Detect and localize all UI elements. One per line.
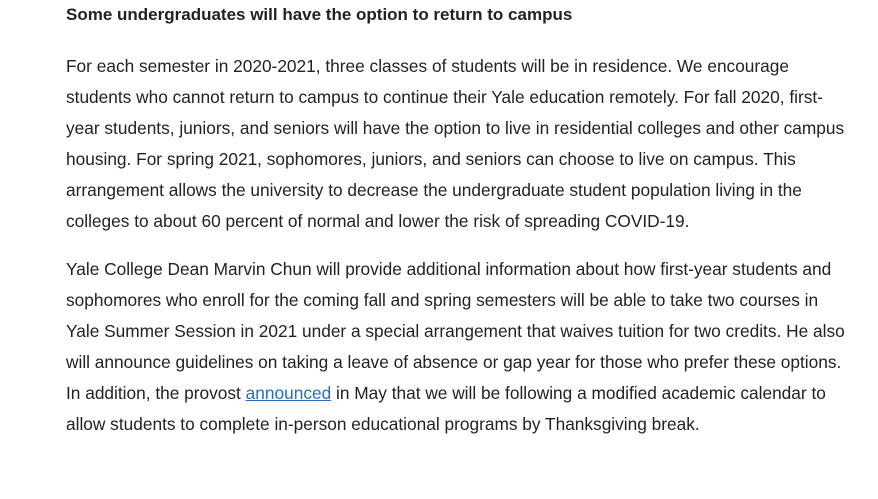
article-body (66, 0, 846, 440)
paragraph-residence: For each semester in 2020-2021, three classes of students will be in residence. We encourage students who cannot return to campus to continue their Yale education remotely. For fall 2020, first-year students, juniors, and seniors will have the option to live in residential colleges and other campus housing. For spring 2021, sophomores, juniors, and seniors can choose to live on campus. This arrangement allows the university to decrease the undergraduate student population living in the colleges to about 60 percent of normal and lower the risk of spreading COVID-19. (66, 56, 845, 231)
announced-link[interactable]: announced (245, 383, 332, 403)
paragraph-text-after-link: in May that we will be following a modified academic calendar to allow students to complete in-person educational programs by Thanksgiving break. (66, 383, 826, 434)
paragraph-summer-session (66, 254, 846, 440)
section-heading: Some undergraduates will have the option to return to campus (66, 5, 573, 24)
paragraph-text-before-link: Yale College Dean Marvin Chun will provide additional information about how first-year students and sophomores who enroll for the coming fall and spring semesters will be able to take two courses in Yale Summer Session in 2021 under a special arrangement that waives tuition for two credits. He also will announce guidelines on taking a leave of absence or gap year for those who prefer these options. In addition, the provost (66, 259, 845, 403)
